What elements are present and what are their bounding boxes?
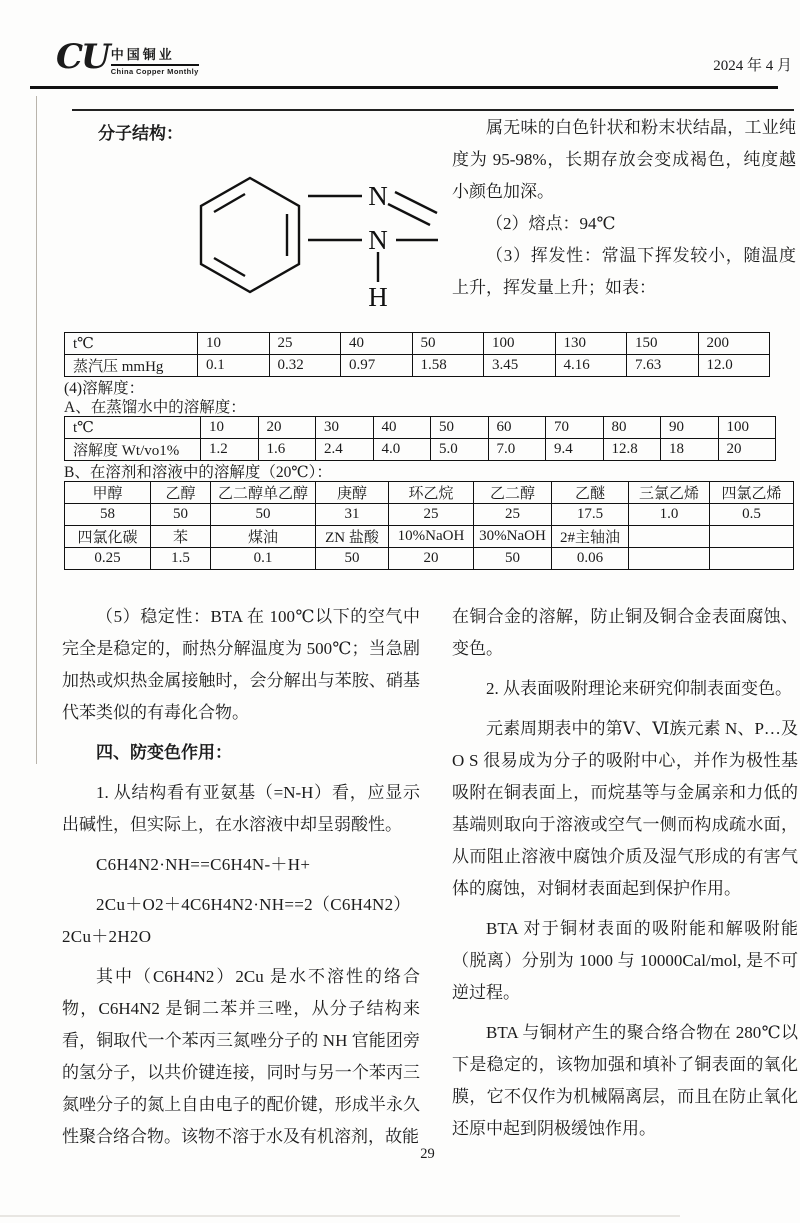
table-cell: 18 [661,439,719,461]
table-cell: 5.0 [431,439,489,461]
scan-left-edge [36,96,37,764]
paragraph: 2Cu＋O2＋4C6H4N2·NH==2（C6H4N2）2Cu＋2H2O [62,895,411,946]
table-cell: 苯 [151,526,211,548]
header-rule [30,86,778,89]
table-row [65,504,794,526]
table-cell: 25 [389,504,474,526]
solvent-solubility-table [64,481,794,570]
table-cell: 0.1 [211,548,316,570]
issue-date: 2024 年 4 月 [713,58,792,74]
table-cell: 1.6 [258,439,316,461]
table-cell: 50 [431,417,489,439]
paragraph: （3）挥发性：常温下挥发较小，随温度上升，挥发量上升；如表： [452,246,796,297]
table-cell: 环乙烷 [389,482,474,504]
solvent-solubility-heading: B、在溶剂和溶液中的溶解度（20℃）： [64,464,332,481]
table-cell: 4.0 [373,439,431,461]
atom-label-h: H [368,282,388,312]
table-cell: 25 [269,333,341,355]
table-cell: 200 [698,333,770,355]
intro-paragraphs [452,112,796,304]
table-cell: 50 [151,504,211,526]
table-cell: 乙二醇单乙醇 [211,482,316,504]
atom-label-n1: N [368,181,388,211]
table-row [65,482,794,504]
journal-logo [56,37,199,77]
table-row [65,333,770,355]
table-cell: 四氯化碳 [65,526,151,548]
table-cell: 2#主轴油 [552,526,629,548]
logo-english-title: China Copper Monthly [110,67,199,76]
table-cell: 30 [316,417,374,439]
paragraph: 2. 从表面吸附理论来研究仰制表面变色。 [486,679,792,698]
table-cell: 庚醇 [316,482,389,504]
table-cell [710,548,794,570]
table-cell: 20 [718,439,776,461]
table-cell: 40 [373,417,431,439]
table-cell: 50 [412,333,484,355]
body-column-right [452,601,798,1153]
logo-cu-mark: CU [56,37,109,77]
table-cell: 25 [474,504,552,526]
logo-text-block [111,44,199,76]
table-cell: 12.8 [603,439,661,461]
paragraph: 其中（C6H4N2）2Cu 是水不溶性的络合物，C6H4N2 是铜二苯并三唑，从分子结构来看，铜取代一个苯丙三氮唑分子的 NH 官能团旁的氢分子，以共价键连接，同时与另一个苯丙三氮唑分子的氮上自由电子的配价键，形成半永久性聚合络合物。该物不溶于水及有机溶剂，故能 [62,967,420,1146]
table-cell: 20 [258,417,316,439]
table-cell: 溶解度 Wt/vo1% [65,439,201,461]
scan-bottom-edge [0,1215,680,1217]
table-cell: 蒸汽压 mmHg [65,355,198,377]
table-cell: 0.32 [269,355,341,377]
table-cell: 80 [603,417,661,439]
table-row [65,548,794,570]
table-cell: 0.5 [710,504,794,526]
table-cell: 1.5 [151,548,211,570]
page-number: 29 [420,1146,435,1162]
logo-chinese-title: 中国铜业 [111,44,199,66]
table-cell [629,526,710,548]
paragraph: 元素周期表中的第Ⅴ、Ⅵ族元素 N、P…及 O S 很易成为分子的吸附中心，并作为极性基吸附在铜表面上，而烷基等与金属亲和力低的基端则取向于溶液或空气一侧而构成疏水面，从而阻止溶液中腐蚀介质及湿气形成的有害气体的腐蚀，对铜材表面起到保护作用。 [452,719,798,898]
water-solubility-table [64,416,776,461]
paragraph: （5）稳定性：BTA 在 100℃以下的空气中完全是稳定的，耐热分解温度为 500℃；当急剧加热或炽热金属接触时，会分解出与苯胺、硝基代苯类似的有毒化合物。 [62,607,420,722]
table-cell: 1.2 [201,439,259,461]
table-cell [710,526,794,548]
molecular-structure-label: 分子结构： [98,124,183,143]
body-column-left [62,601,420,1161]
table-cell: 1.58 [412,355,484,377]
table-cell: 12.0 [698,355,770,377]
table-cell: 甲醇 [65,482,151,504]
table-cell: 三氯乙烯 [629,482,710,504]
table-cell: 150 [627,333,699,355]
table-cell: t℃ [65,417,201,439]
paragraph: 1. 从结构看有亚氨基（=N-H）看，应显示出碱性，但实际上，在水溶液中却呈弱酸性。 [62,783,420,834]
table-cell: 10 [201,417,259,439]
table-cell: 乙二醇 [474,482,552,504]
atom-label-n2: N [368,225,388,255]
table-cell: 1.0 [629,504,710,526]
table-cell: 0.1 [198,355,270,377]
table-cell: 50 [211,504,316,526]
table-cell: 58 [65,504,151,526]
table-cell: 4.16 [555,355,627,377]
table-cell: 130 [555,333,627,355]
table-cell: 9.4 [546,439,604,461]
paragraph: 四、防变色作用： [96,743,232,762]
water-solubility-heading: A、在蒸馏水中的溶解度： [64,399,246,416]
table-cell: 乙醚 [552,482,629,504]
table-cell: t℃ [65,333,198,355]
table-cell: 90 [661,417,719,439]
table-row [65,439,776,461]
benzotriazole-structure-diagram [190,156,452,326]
paragraph: 属无味的白色针状和粉末状结晶，工业纯度为 95-98%，长期存放会变成褐色，纯度越小颜色加深。 [452,118,796,201]
table-cell: 20 [389,548,474,570]
paragraph: （2）熔点：94℃ [486,214,616,233]
table-cell: 乙醇 [151,482,211,504]
table-row [65,417,776,439]
benzene-ring [201,178,299,292]
solubility-heading: (4)溶解度： [64,380,145,397]
table-cell: 60 [488,417,546,439]
table-cell: 31 [316,504,389,526]
table-cell: 7.0 [488,439,546,461]
table-cell: 0.06 [552,548,629,570]
table-cell: 煤油 [211,526,316,548]
table-cell: 0.25 [65,548,151,570]
table-cell: 0.97 [341,355,413,377]
paragraph: BTA 与铜材产生的聚合络合物在 280℃以下是稳定的，该物加强和填补了铜表面的氧化膜，它不仅作为机械隔离层，而且在防止氧化还原中起到阴极缓蚀作用。 [452,1023,798,1138]
table-cell: 40 [341,333,413,355]
table-cell: 100 [484,333,556,355]
table-cell: 3.45 [484,355,556,377]
table-cell: 30%NaOH [474,526,552,548]
table-row [65,526,794,548]
table-cell: 7.63 [627,355,699,377]
table-cell: ZN 盐酸 [316,526,389,548]
table-cell: 17.5 [552,504,629,526]
table-cell: 50 [316,548,389,570]
paragraph: 在铜合金的溶解，防止铜及铜合金表面腐蚀、变色。 [452,607,798,658]
paragraph: BTA 对于铜材表面的吸附能和解吸附能（脱离）分别为 1000 与 10000Cal/mol, 是不可逆过程。 [452,919,798,1002]
table-cell [629,548,710,570]
table-cell: 70 [546,417,604,439]
content-top-rule [72,109,794,111]
table-cell: 四氯乙烯 [710,482,794,504]
table-cell: 10%NaOH [389,526,474,548]
table-row [65,355,770,377]
table-cell: 100 [718,417,776,439]
paragraph: C6H4N2·NH==C6H4N-＋H+ [96,855,311,874]
table-cell: 2.4 [316,439,374,461]
vapor-pressure-table [64,332,770,377]
table-cell: 10 [198,333,270,355]
table-cell: 50 [474,548,552,570]
